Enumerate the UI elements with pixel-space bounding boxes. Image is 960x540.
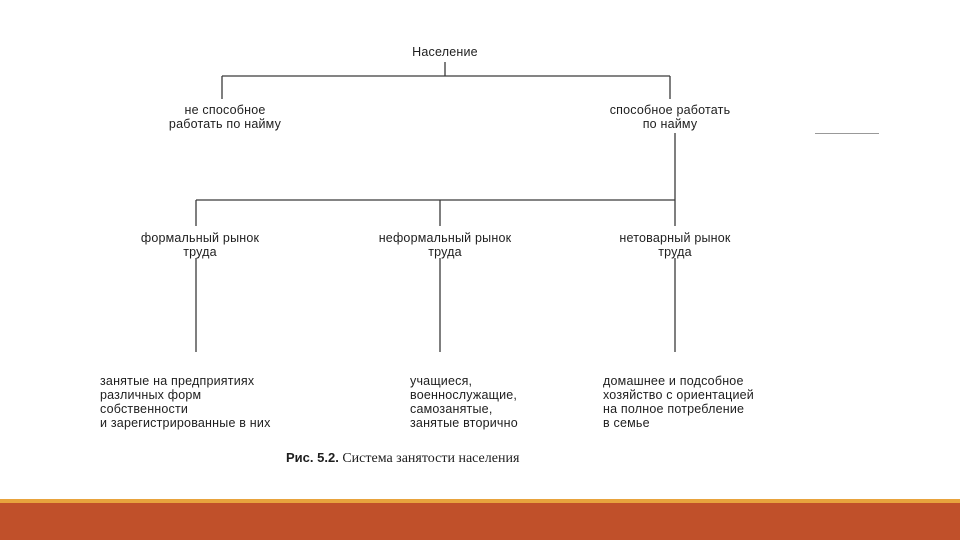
caption-text: Система занятости населения	[342, 451, 520, 466]
desc-informal: учащиеся, военнослужащие, самозанятые, занятые вторично	[410, 374, 518, 430]
node-able-to-work: способное работать по найму	[609, 103, 731, 131]
footer-bar	[0, 503, 960, 540]
caption-label: Рис. 5.2.	[286, 450, 339, 465]
figure-caption	[286, 450, 519, 467]
node-formal-market: формальный рынок труда	[140, 231, 260, 259]
footer-band	[0, 499, 960, 540]
root-node: Население	[412, 45, 478, 59]
decorative-rule	[815, 133, 879, 134]
node-informal-market: неформальный рынок труда	[378, 231, 512, 259]
node-unable-to-work: не способное работать по найму	[168, 103, 282, 131]
desc-nonmarket: домашнее и подсобное хозяйство с ориентацией на полное потребление в семье	[603, 374, 754, 430]
node-nonmarket-labor: нетоварный рынок труда	[619, 231, 731, 259]
desc-formal: занятые на предприятиях различных форм собственности и зарегистрированные в них	[100, 374, 271, 430]
